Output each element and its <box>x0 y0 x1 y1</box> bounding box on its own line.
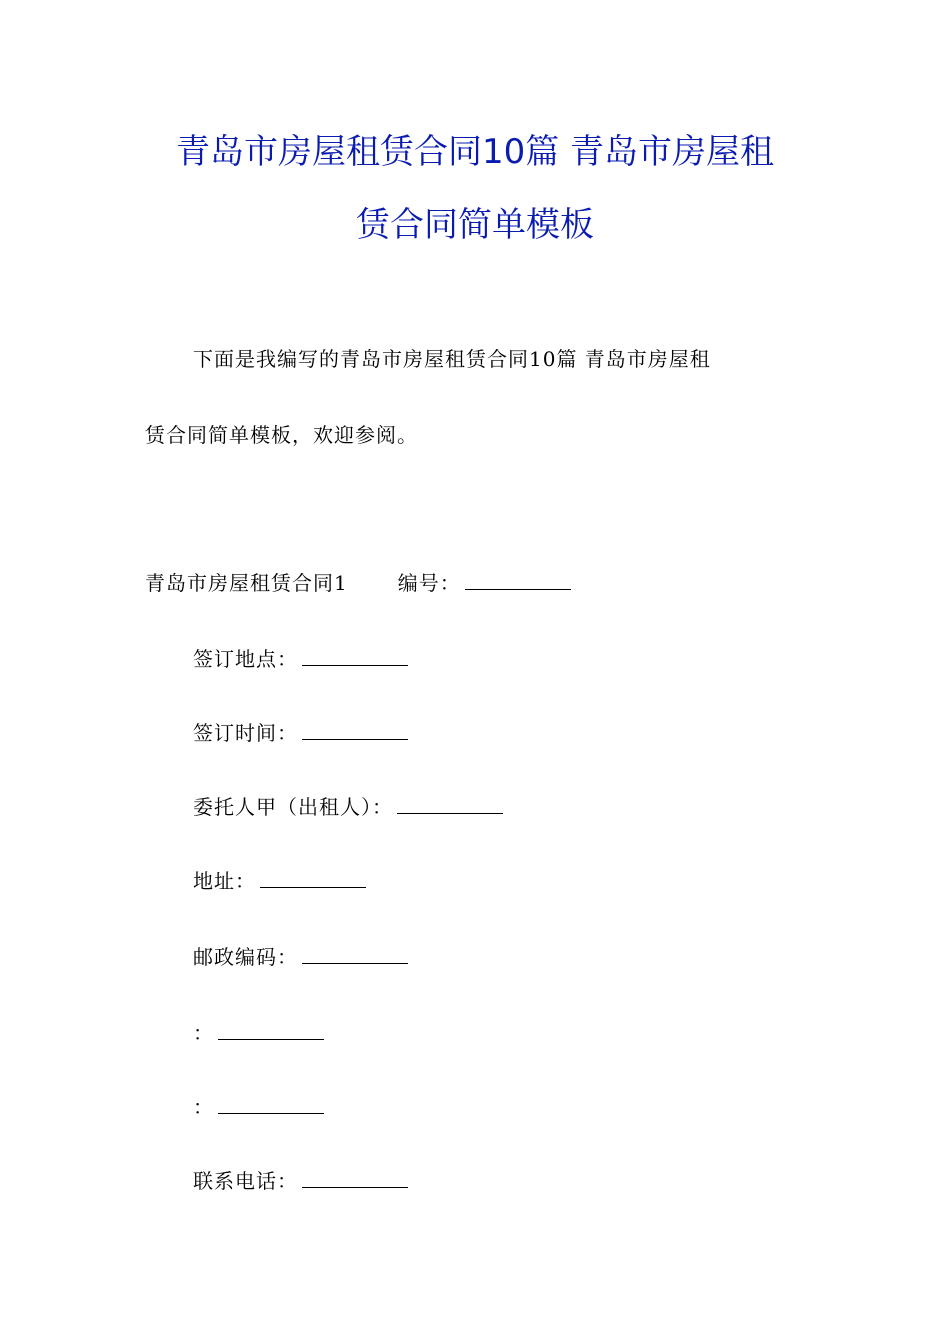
document-title-line-2: 赁合同简单模板 <box>356 205 594 245</box>
field-blank <box>218 1095 324 1114</box>
field-label: 签订时间： <box>193 721 298 745</box>
field-row-signing-time <box>193 720 408 746</box>
field-blank <box>397 795 503 814</box>
contract-heading-row <box>145 570 571 596</box>
contract-number-blank <box>465 571 571 590</box>
field-row-address <box>193 868 366 894</box>
field-label: 签订地点： <box>193 647 298 671</box>
intro-line-1: 下面是我编写的青岛市房屋租赁合同10篇 青岛市房屋租 <box>193 347 711 371</box>
field-row-postal-code <box>193 944 408 970</box>
contract-number-label: 编号： <box>397 571 461 595</box>
field-blank <box>302 721 408 740</box>
field-row-unlabeled-2 <box>193 1094 324 1120</box>
field-row-lessor <box>193 794 503 820</box>
field-blank <box>218 1021 324 1040</box>
field-blank <box>302 1169 408 1188</box>
field-label: 联系电话： <box>193 1169 298 1193</box>
field-label: 委托人甲（出租人）： <box>193 795 393 819</box>
field-row-phone <box>193 1168 408 1194</box>
field-label: 邮政编码： <box>193 945 298 969</box>
field-label: ： <box>193 1021 214 1045</box>
field-row-unlabeled-1 <box>193 1020 324 1046</box>
document-title-line-1: 青岛市房屋租赁合同10篇 青岛市房屋租 <box>175 132 775 172</box>
field-row-signing-place <box>193 646 408 672</box>
contract-heading: 青岛市房屋租赁合同1 <box>145 571 348 595</box>
field-blank <box>260 869 366 888</box>
intro-line-2: 赁合同简单模板，欢迎参阅。 <box>145 423 418 447</box>
field-label: ： <box>193 1095 214 1119</box>
field-label: 地址： <box>193 869 256 893</box>
field-blank <box>302 945 408 964</box>
field-blank <box>302 647 408 666</box>
